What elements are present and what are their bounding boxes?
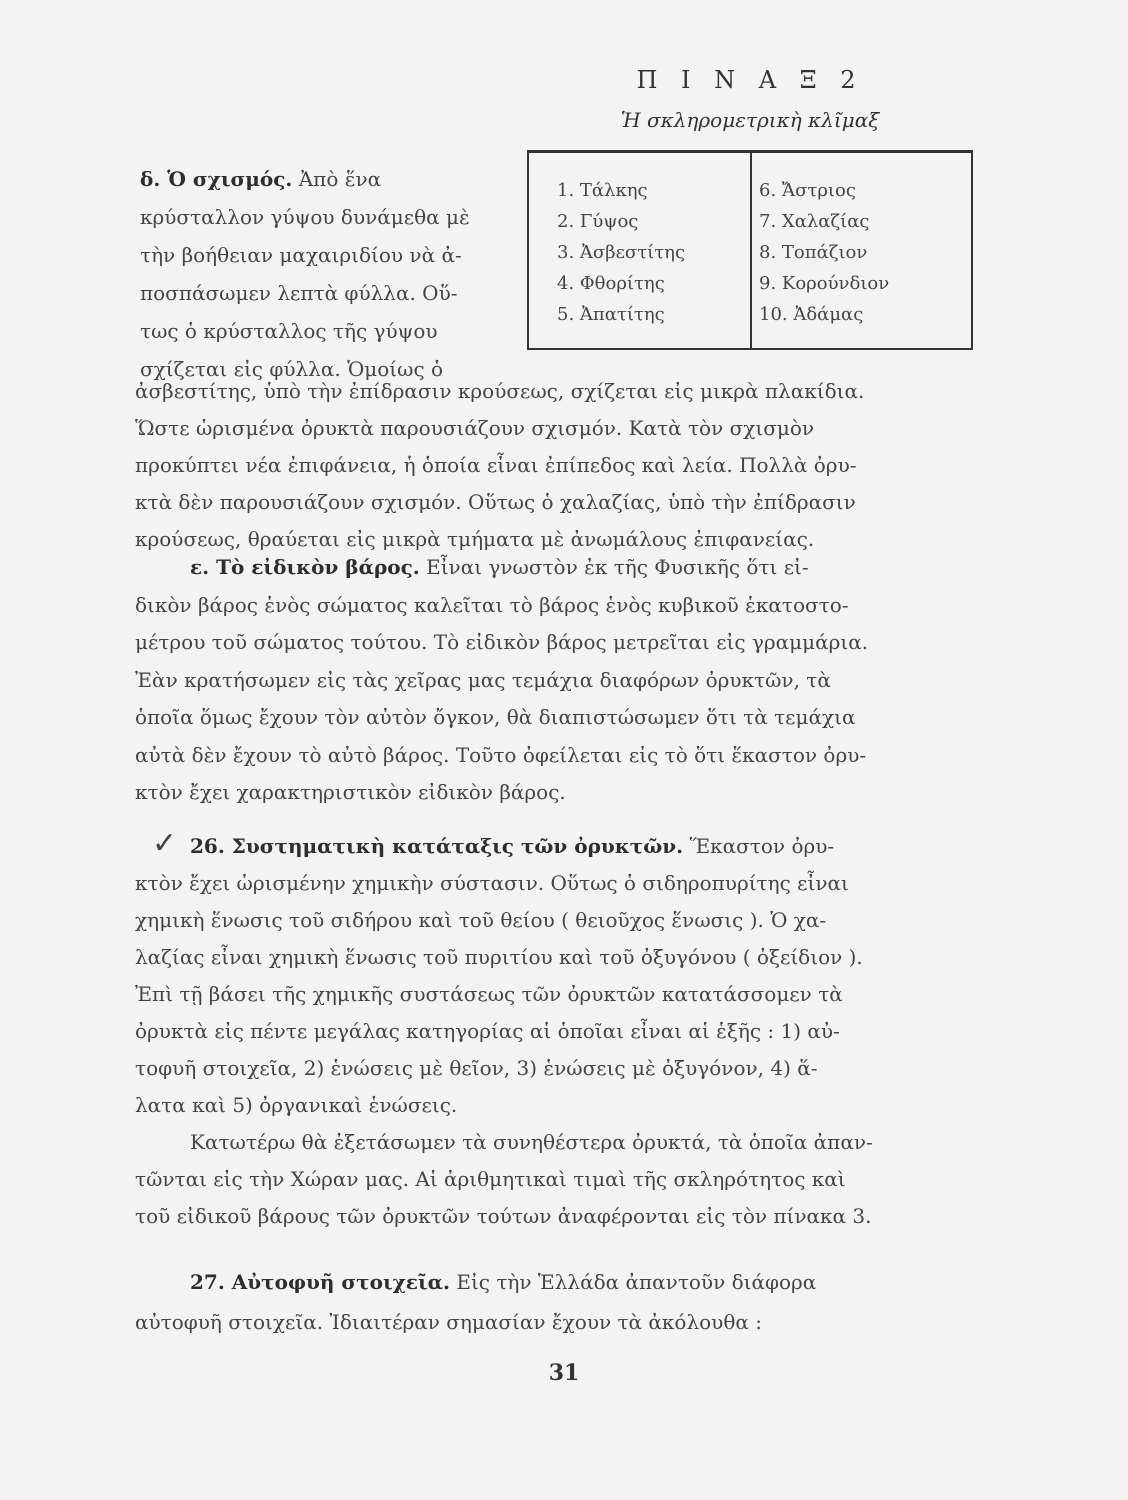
text-line: ἀσβεστίτης, ὑπὸ τὴν ἐπίδρασιν κρούσεως, σχίζεται εἰς μικρὰ πλακίδια. [135, 379, 865, 403]
text-line: χημικὴ ἕνωσις τοῦ σιδήρου καὶ τοῦ θείου ( θειοῦχος ἕνωσις ). Ὁ χα- [135, 908, 827, 932]
section-heading: 27. Αὐτοφυῆ στοιχεῖα. [190, 1270, 450, 1294]
section-heading: 26. Συστηματικὴ κατάταξις τῶν ὀρυκτῶν. [190, 834, 684, 858]
text-line: αὐτοφυῆ στοιχεῖα. Ἰδιαιτέραν σημασίαν ἔχουν τὰ ἀκόλουθα : [135, 1310, 762, 1334]
table-row: 4. Φθορίτης [557, 273, 665, 294]
section-heading: ε. Τὸ εἰδικὸν βάρος. [190, 555, 420, 579]
text-line: τὴν βοήθειαν μαχαιριδίου νὰ ἀ- [140, 243, 462, 267]
hardness-scale-table [527, 150, 973, 350]
text-line [140, 160, 525, 198]
text-line: προκύπτει νέα ἐπιφάνεια, ἡ ὁποία εἶναι ἐπίπεδος καὶ λεία. Πολλὰ ὀρυ- [135, 453, 857, 477]
table-title: Π Ι Ν Α Ξ 2 [636, 66, 864, 94]
table-row: 5. Ἀπατίτης [557, 304, 665, 325]
text-line: Ὥστε ὡρισμένα ὀρυκτὰ παρουσιάζουν σχισμόν. Κατὰ τὸν σχισμὸν [135, 416, 815, 440]
section-delta-body [135, 373, 995, 558]
text-line: Ἐὰν κρατήσωμεν εἰς τὰς χεῖρας μας τεμάχια διαφόρων ὀρυκτῶν, τὰ [135, 667, 831, 692]
text-line [135, 828, 995, 865]
text-line [135, 549, 995, 587]
text-fragment: Ἀπὸ ἕνα [298, 167, 382, 191]
text-line: κτὰ δὲν παρουσιάζουν σχισμόν. Οὕτως ὁ χαλαζίας, ὑπὸ τὴν ἐπίδρασιν [135, 490, 856, 514]
text-line: ὀρυκτὰ εἰς πέντε μεγάλας κατηγορίας αἱ ὁποῖαι εἶναι αἱ ἑξῆς : 1) αὐ- [135, 1019, 840, 1043]
text-line: σχίζεται εἰς φύλλα. Ὁμοίως ὁ [140, 357, 444, 381]
text-line: δικὸν βάρος ἑνὸς σώματος καλεῖται τὸ βάρος ἑνὸς κυβικοῦ ἑκατοστο- [135, 592, 849, 617]
text-line: Ἐπὶ τῇ βάσει τῆς χημικῆς συστάσεως τῶν ὀρυκτῶν κατατάσσομεν τὰ [135, 982, 843, 1006]
text-line: τως ὁ κρύσταλλος τῆς γύψου [140, 319, 438, 343]
text-line [135, 1262, 995, 1302]
text-line: ποσπάσωμεν λεπτὰ φύλλα. Οὕ- [140, 281, 458, 305]
section-delta-wrapped-text [140, 160, 525, 388]
text-line: κρούσεως, θραύεται εἰς μικρὰ τμήματα μὲ ἀνωμάλους ἐπιφανείας. [135, 527, 815, 551]
table-row: 8. Τοπάζιον [759, 242, 868, 263]
text-line: τοφυῆ στοιχεῖα, 2) ἑνώσεις μὲ θεῖον, 3) ἑνώσεις μὲ ὀξυγόνον, 4) ἅ- [135, 1056, 818, 1080]
table-row: 9. Κορούνδιον [759, 273, 890, 294]
table-right-column [759, 175, 889, 330]
check-mark-icon: ✓ [152, 826, 178, 861]
text-fragment: Ἕκαστον ὀρυ- [689, 834, 835, 858]
table-row: 6. Ἄστριος [759, 180, 856, 201]
text-line: κτὸν ἔχει χαρακτηριστικὸν εἰδικὸν βάρος. [135, 780, 566, 804]
text-line: κρύσταλλον γύψου δυνάμεθα μὲ [140, 205, 470, 229]
text-line: λαζίας εἶναι χημικὴ ἕνωσις τοῦ πυριτίου καὶ τοῦ ὀξυγόνου ( ὀξείδιον ). [135, 945, 863, 969]
table-row: 7. Χαλαζίας [759, 211, 870, 232]
text-line: τῶνται εἰς τὴν Χώραν μας. Αἱ ἀριθμητικαὶ τιμαὶ τῆς σκληρότητος καὶ [135, 1167, 846, 1191]
page-number: 31 [548, 1360, 580, 1386]
table-row: 1. Τάλκης [557, 180, 648, 201]
section-27-body [135, 1262, 995, 1342]
table-row: 2. Γύψος [557, 211, 639, 232]
text-line: κτὸν ἔχει ὡρισμένην χημικὴν σύστασιν. Οὕτως ὁ σιδηροπυρίτης εἶναι [135, 871, 849, 895]
section-26-body [135, 828, 995, 1124]
section-26-paragraph-2 [135, 1124, 995, 1235]
section-heading: δ. Ὁ σχισμός. [140, 167, 293, 191]
table-left-column [557, 175, 685, 330]
table-row: 3. Ἀσβεστίτης [557, 242, 686, 263]
text-line: λατα καὶ 5) ὀργανικαὶ ἑνώσεις. [135, 1093, 458, 1117]
text-line: ὁποῖα ὅμως ἔχουν τὸν αὐτὸν ὄγκον, θὰ διαπιστώσωμεν ὅτι τὰ τεμάχια [135, 705, 856, 729]
text-line: αὐτὰ δὲν ἔχουν τὸ αὐτὸ βάρος. Τοῦτο ὀφείλεται εἰς τὸ ὅτι ἕκαστον ὀρυ- [135, 742, 867, 767]
table-divider [750, 153, 752, 348]
text-fragment: Εἶναι γνωστὸν ἐκ τῆς Φυσικῆς ὅτι εἰ- [426, 555, 809, 579]
text-line: τοῦ εἰδικοῦ βάρους τῶν ὀρυκτῶν τούτων ἀναφέρονται εἰς τὸν πίνακα 3. [135, 1204, 872, 1228]
table-row: 10. Ἀδάμας [759, 304, 864, 325]
section-epsilon-body [135, 549, 995, 812]
text-fragment: Εἰς τὴν Ἑλλάδα ἀπαντοῦν διάφορα [456, 1270, 817, 1294]
table-subtitle: Ἡ σκληρομετρικὴ κλῖμαξ [620, 108, 880, 132]
text-line: μέτρου τοῦ σώματος τούτου. Τὸ εἰδικὸν βάρος μετρεῖται εἰς γραμμάρια. [135, 630, 869, 654]
text-line: Κατωτέρω θὰ ἐξετάσωμεν τὰ συνηθέστερα ὀρυκτά, τὰ ὁποῖα ἀπαν- [190, 1130, 873, 1154]
